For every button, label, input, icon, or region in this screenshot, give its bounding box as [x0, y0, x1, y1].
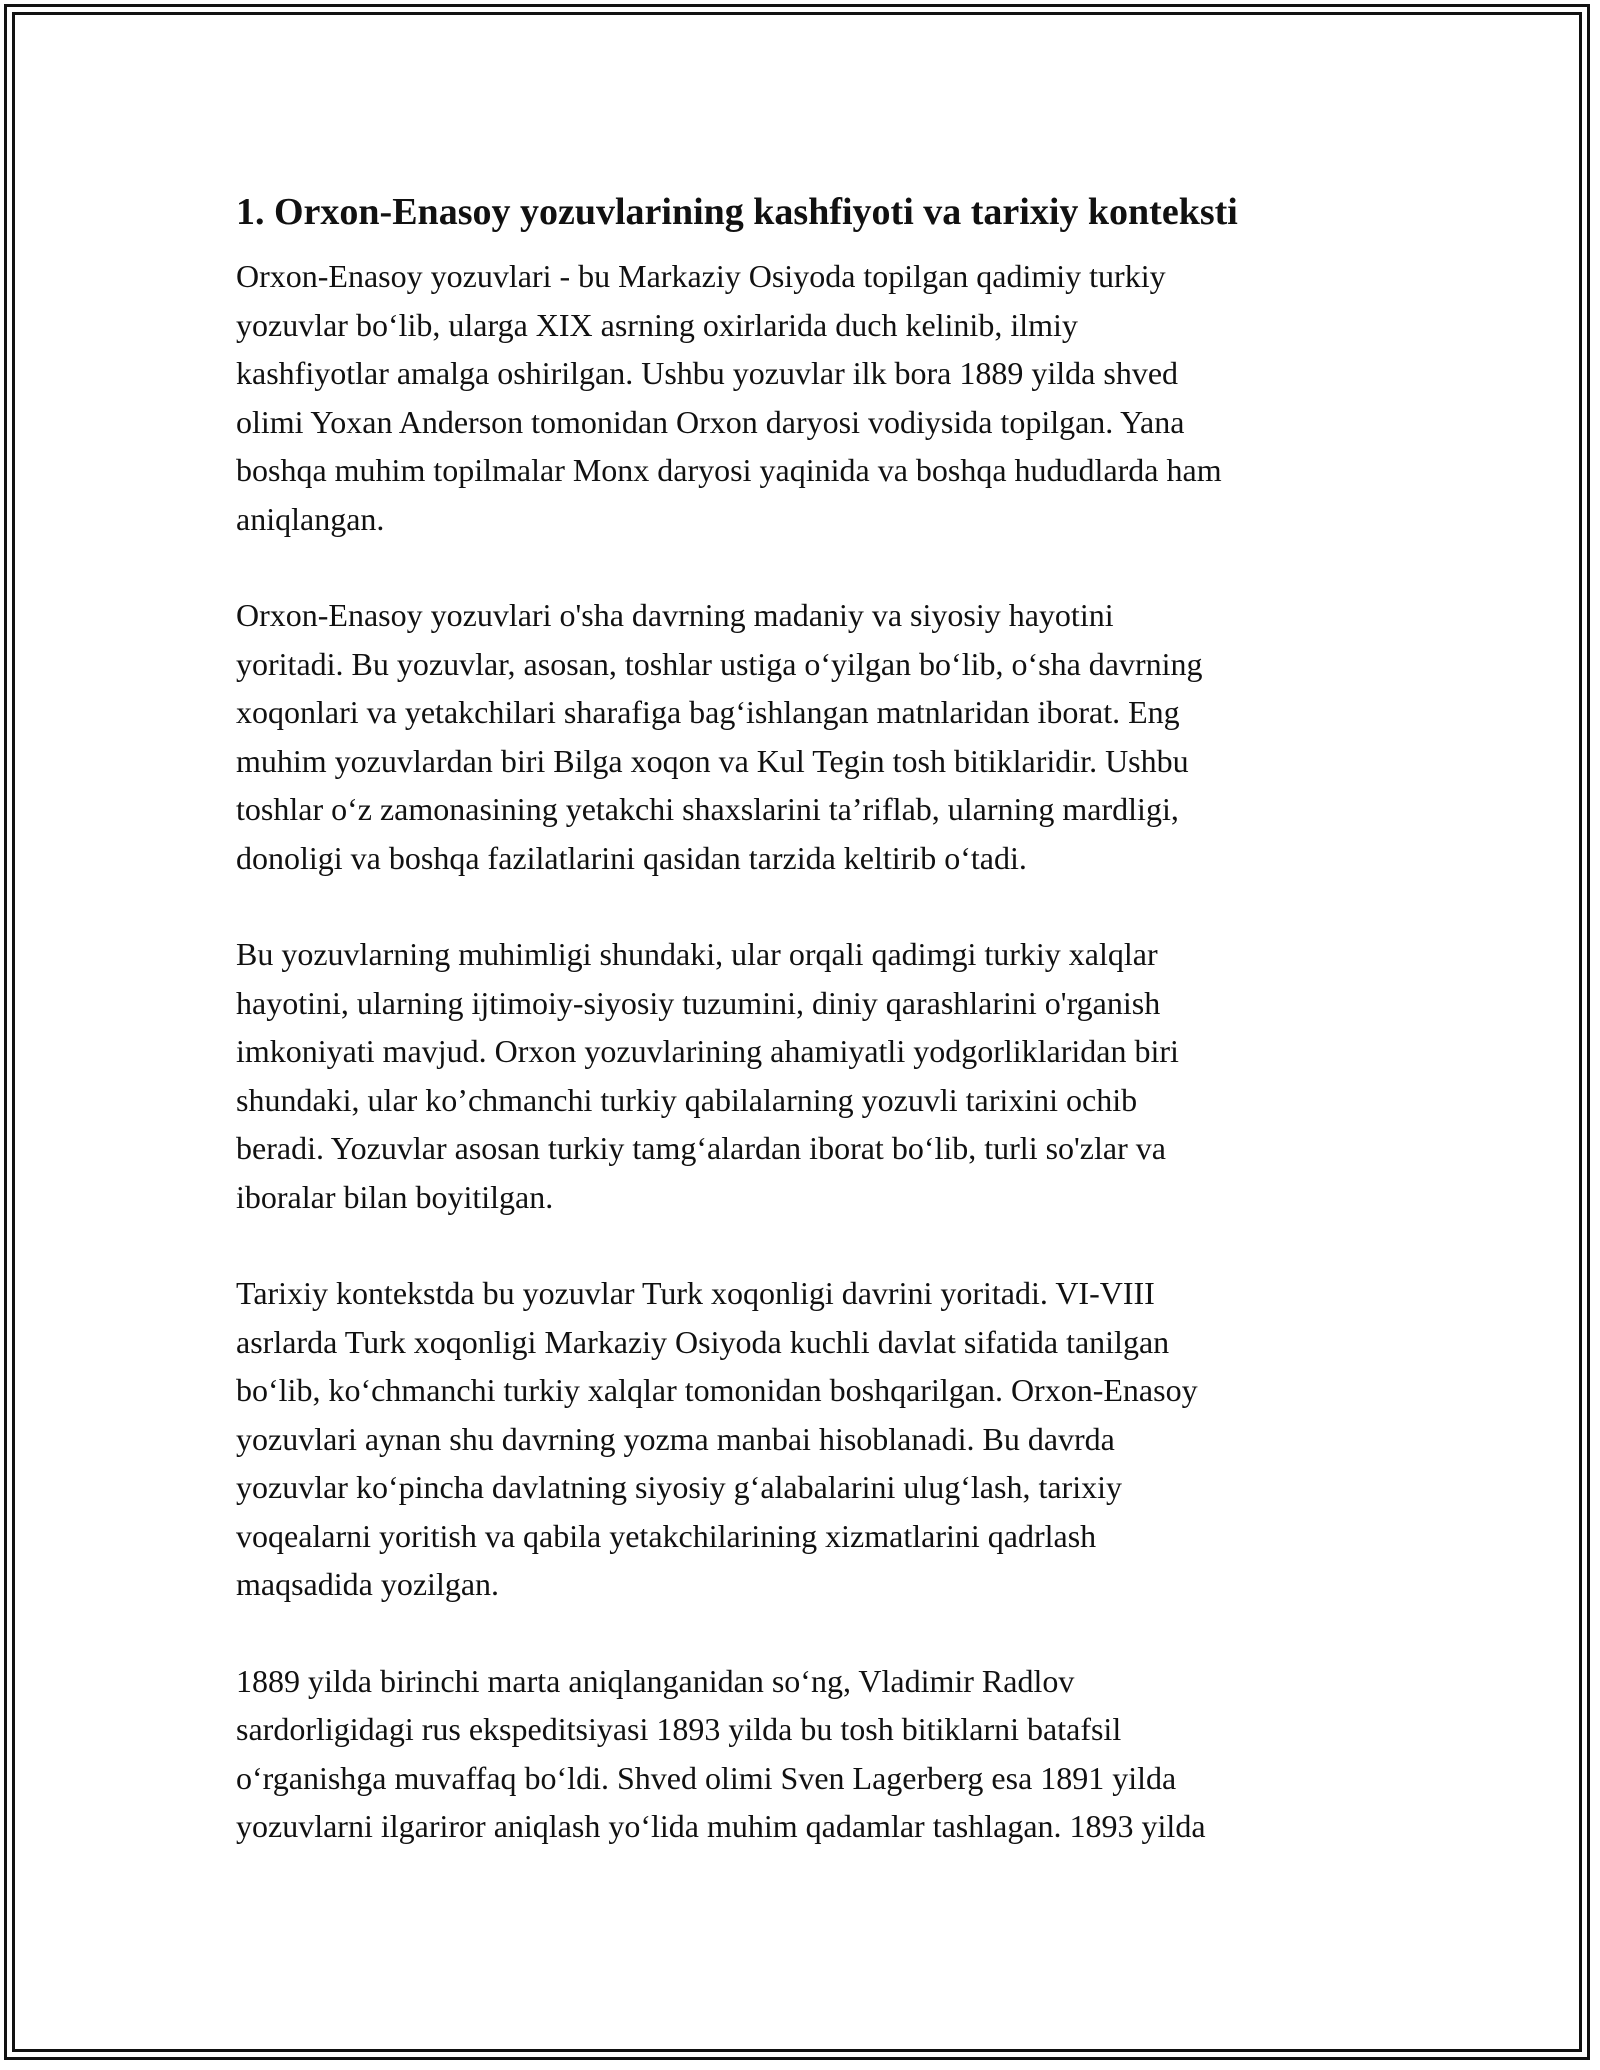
text-line: donoligi va boshqa fazilatlarini qasidan tarzida keltirib o‘tadi.	[236, 839, 1027, 876]
text-line: toshlar o‘z zamonasining yetakchi shaxslarini ta’riflab, ularning mardligi,	[236, 791, 1179, 827]
paragraph-research-history	[236, 1657, 1386, 1851]
text-line: Orxon-Enasoy yozuvlari - bu Markaziy Osiyoda topilgan qadimiy turkiy	[236, 258, 1166, 294]
text-line: muhim yozuvlardan biri Bilga xoqon va Kul Tegin tosh bitiklaridir. Ushbu	[236, 742, 1189, 779]
text-line: boshqa muhim topilmalar Monx daryosi yaqinida va boshqa hududlarda ham	[236, 452, 1222, 488]
text-line: hayotini, ularning ijtimoiy-siyosiy tuzumini, diniy qarashlarini o'rganish	[236, 984, 1161, 1021]
text-line: o‘rganishga muvaffaq bo‘ldi. Shved olimi Sven Lagerberg esa 1891 yilda	[236, 1759, 1177, 1796]
text-line: aniqlangan.	[236, 500, 385, 537]
text-line: shundaki, ular ko’chmanchi turkiy qabilalarning yozuvli tarixini ochib	[236, 1081, 1138, 1118]
text-line: yozuvlar ko‘pincha davlatning siyosiy g‘alabalarini ulug‘lash, tarixiy	[236, 1469, 1122, 1505]
text-line: Orxon-Enasoy yozuvlari o'sha davrning madaniy va siyosiy hayotini	[236, 597, 1114, 633]
text-line: Bu yozuvlarning muhimligi shundaki, ular orqali qadimgi turkiy xalqlar	[236, 936, 1158, 972]
text-line: maqsadida yozilgan.	[236, 1566, 500, 1602]
text-line: yozuvlarni ilgariror aniqlash yo‘lida muhim qadamlar tashlagan. 1893 yilda	[236, 1808, 1206, 1844]
text-line: yozuvlari aynan shu davrning yozma manbai hisoblanadi. Bu davrda	[236, 1420, 1115, 1457]
paragraph-historical-context	[236, 1269, 1386, 1609]
text-line: yoritadi. Bu yozuvlar, asosan, toshlar ustiga o‘yilgan bo‘lib, o‘sha davrning	[236, 645, 1203, 682]
text-line: sardorligidagi rus ekspeditsiyasi 1893 yilda bu tosh bitiklarni batafsil	[236, 1711, 1122, 1747]
text-line: iboralar bilan boyitilgan.	[236, 1178, 554, 1215]
text-line: xoqonlari va yetakchilari sharafiga bag‘ishlangan matnlaridan iborat. Eng	[236, 694, 1180, 730]
text-line: voqealarni yoritish va qabila yetakchilarining xizmatlarini qadrlash	[236, 1517, 1097, 1554]
paragraph-importance	[236, 930, 1386, 1221]
document-body	[236, 186, 1386, 1899]
paragraph-cultural-life	[236, 591, 1386, 882]
text-line: olimi Yoxan Anderson tomonidan Orxon daryosi vodiysida topilgan. Yana	[236, 403, 1185, 440]
text-line: Tarixiy kontekstda bu yozuvlar Turk xoqonligi davrini yoritadi. VI-VIII	[236, 1275, 1155, 1311]
text-line: beradi. Yozuvlar asosan turkiy tamg‘alardan iborat bo‘lib, turli so'zlar va	[236, 1130, 1166, 1166]
paragraph-discovery	[236, 252, 1386, 543]
text-line: bo‘lib, ko‘chmanchi turkiy xalqlar tomonidan boshqarilgan. Orxon-Enasoy	[236, 1372, 1198, 1408]
text-line: yozuvlar bo‘lib, ularga XIX asrning oxirlarida duch kelinib, ilmiy	[236, 306, 1078, 343]
text-line: kashfiyotlar amalga oshirilgan. Ushbu yozuvlar ilk bora 1889 yilda shved	[236, 355, 1179, 391]
text-line: 1889 yilda birinchi marta aniqlanganidan so‘ng, Vladimir Radlov	[236, 1662, 1075, 1699]
document-title: 1. Orxon-Enasoy yozuvlarining kashfiyoti va tarixiy konteksti	[236, 191, 1238, 233]
text-line: asrlarda Turk xoqonligi Markaziy Osiyoda kuchli davlat sifatida tanilgan	[236, 1323, 1170, 1360]
text-line: imkoniyati mavjud. Orxon yozuvlarining ahamiyatli yodgorliklaridan biri	[236, 1033, 1179, 1069]
